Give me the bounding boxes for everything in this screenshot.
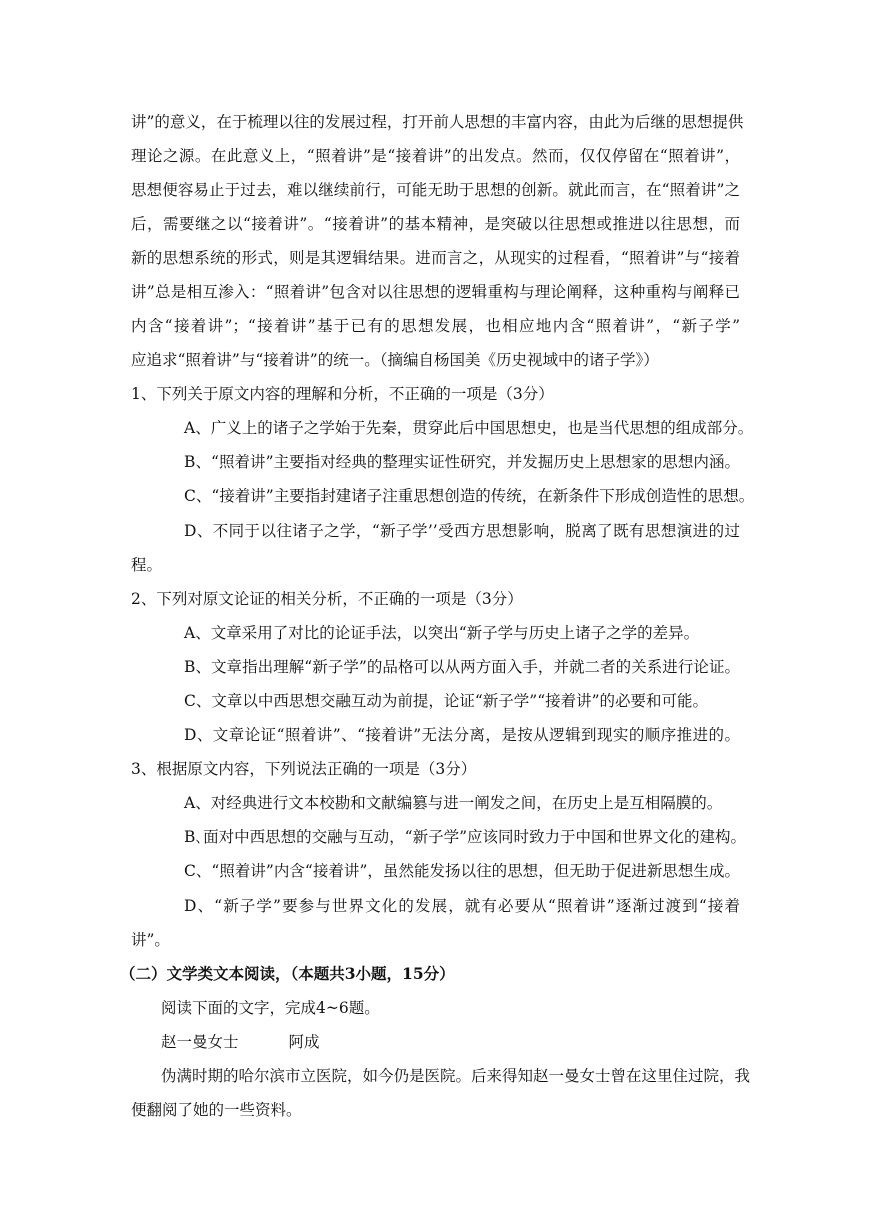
passage-line: 讲”的意义，在于梳理以往的发展过程，打开前人思想的丰富内容，由此为后继的思想提供 <box>131 113 744 131</box>
question-2-option-a: A、文章采用了对比的论证手法，以突出“新子学与历史上诸子之学的差异。 <box>184 624 700 642</box>
passage-line: 讲”总是相互渗入：“照着讲”包含对以往思想的逻辑重构与理论阐释，这种重构与阐释已 <box>131 283 740 301</box>
question-2-option-d: D、文章论证“照着讲”、“接着讲”无法分离，是按从逻辑到现实的顺序推进的。 <box>184 726 740 744</box>
question-3-option-a: A、对经典进行文本校勘和文献编篡与进一阐发之间，在历史上是互相隔膜的。 <box>184 794 723 812</box>
article-title: 赵一曼女士 <box>161 1033 239 1051</box>
question-2-stem: 2、下列对原文论证的相关分析，不正确的一项是（3分） <box>131 590 523 608</box>
question-3-option-c: C、“照着讲”内含“接着讲”，虽然能发扬以往的思想，但无助于促进新思想生成。 <box>184 862 740 880</box>
passage-line: 思想便容易止于过去，难以继续前行，可能无助于思想的创新。就此而言，在“照着讲”之 <box>131 181 740 199</box>
article-paragraph-line: 伪满时期的哈尔滨市立医院，如今仍是医院。后来得知赵一曼女士曾在这里住过院，我 <box>161 1067 751 1085</box>
question-1-option-c: C、“接着讲”主要指封建诸子注重思想创造的传统，在新条件下形成创造性的思想。 <box>184 487 755 505</box>
question-1-option-d: D、不同于以往诸子之学，“新子学’’受西方思想影响，脱离了既有思想演进的过 <box>184 522 740 540</box>
question-2-option-c: C、文章以中西思想交融互动为前提，论证“新子学”“接着讲”的必要和可能。 <box>184 692 709 710</box>
question-3-option-b: B､面对中西思想的交融与互动，“新子学”应该同时致力于中国和世界文化的建构。 <box>184 828 746 846</box>
article-author: 阿成 <box>288 1033 320 1051</box>
question-1-option-d-cont: 程。 <box>131 556 163 574</box>
passage-line: 理论之源。在此意义上，“照着讲”是“接着讲”的出发点。然而，仅仅停留在“照着讲”， <box>131 147 740 165</box>
passage-line: 后，需要继之以“接着讲”。“接着讲”的基本精神，是突破以往思想或推进以往思想，而 <box>131 215 740 233</box>
question-3-option-d: D、“新子学”要参与世界文化的发展，就有必要从“照着讲”逐渐过渡到“接着 <box>184 897 740 915</box>
article-paragraph-line: 便翻阅了她的一些资料。 <box>131 1101 302 1119</box>
question-3-stem: 3、根据原文内容，下列说法正确的一项是（3分） <box>131 760 477 778</box>
article-title-line <box>161 1032 740 1052</box>
question-3-option-d-cont: 讲”。 <box>131 931 170 949</box>
passage-line: 新的思想系统的形式，则是其逻辑结果。进而言之，从现实的过程看，“照着讲”与“接着 <box>131 249 740 267</box>
passage-line: 内含“接着讲”；“接着讲”基于已有的思想发展，也相应地内含“照着讲”，“新子学” <box>131 317 740 335</box>
question-1-stem: 1、下列关于原文内容的理解和分析，不正确的一项是（3分） <box>131 385 554 403</box>
question-1-option-b: B、“照着讲”主要指对经典的整理实证性研究，并发掘历史上思想家的思想内涵。 <box>184 453 740 471</box>
question-1-option-a: A、广义上的诸子之学始于先秦，贯穿此后中国思想史，也是当代思想的组成部分。 <box>184 419 754 437</box>
question-2-option-b: B、文章指出理解“新子学”的品格可以从两方面入手，并就二者的关系进行论证。 <box>184 658 740 676</box>
section-heading: （二）文学类文本阅读，（本题共3小题，15分） <box>120 964 455 983</box>
reading-instruction: 阅读下面的文字，完成4~6题。 <box>161 999 380 1017</box>
passage-line: 应追求“照着讲”与“接着讲”的统一。（摘编自杨国美《历史视域中的诸子学》） <box>131 351 659 369</box>
